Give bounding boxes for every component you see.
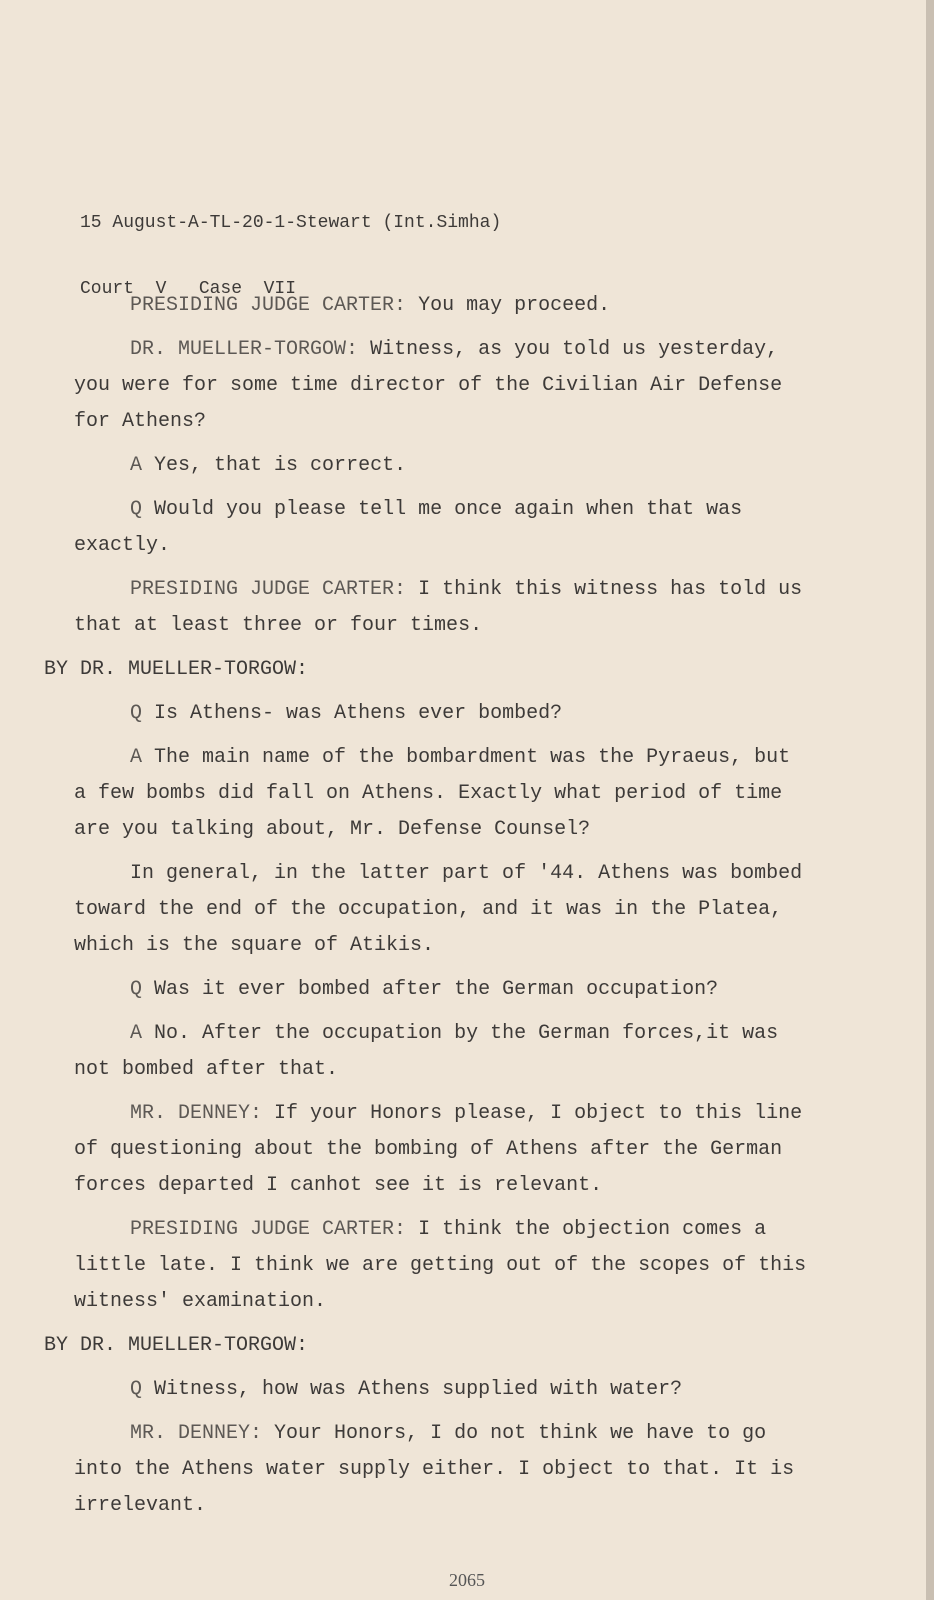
paragraph [0, 740, 934, 848]
speaker-label: MR. DENNEY: [130, 1422, 263, 1445]
speaker-label: A [130, 454, 143, 477]
header-line-2: Court V Case VII [80, 279, 297, 299]
paragraph-text: No. After the occupation by the German forces,it was not bombed after that. [74, 1022, 779, 1081]
speaker-label: PRESIDING JUDGE CARTER: [130, 294, 407, 317]
paragraph [0, 448, 934, 484]
paragraph-text: If your Honors please, I object to this line of questioning about the bombing of Athens after the German forces departed I canhot see it is relevant. [74, 1102, 803, 1197]
page-number: 2065 [449, 1570, 485, 1590]
paragraph-text: The main name of the bombardment was the Pyraeus, but a few bombs did fall on Athens. Exactly what period of time are you talking about, Mr. Defense Counsel? [74, 746, 791, 841]
speaker-label: Q [130, 498, 143, 521]
paragraph [0, 1372, 934, 1408]
paragraph-text: You may proceed. [418, 294, 611, 317]
paragraph [0, 856, 934, 964]
speaker-label: A [130, 1022, 143, 1045]
paragraph [0, 572, 934, 644]
paragraph [0, 1016, 934, 1088]
header-line-1: 15 August-A-TL-20-1-Stewart (Int.Simha) [80, 213, 502, 233]
speaker-label: Q [130, 702, 143, 725]
paragraph-text: BY DR. MUELLER-TORGOW: [44, 1334, 309, 1357]
paragraph-text: In general, in the latter part of '44. Athens was bombed toward the end of the occupation, and it was in the Platea, which is the square of Atikis. [74, 862, 803, 957]
paragraph [0, 696, 934, 732]
paragraph-text: I think this witness has told us that at least three or four times. [74, 578, 803, 637]
speaker-label: PRESIDING JUDGE CARTER: [130, 1218, 407, 1241]
paragraph [0, 972, 934, 1008]
paragraph-text: Is Athens- was Athens ever bombed? [154, 702, 563, 725]
paragraph-text: Yes, that is correct. [154, 454, 407, 477]
paragraph-text: Would you please tell me once again when that was exactly. [74, 498, 743, 557]
speaker-label: MR. DENNEY: [130, 1102, 263, 1125]
paragraph-text: BY DR. MUELLER-TORGOW: [44, 658, 309, 681]
paragraph [0, 332, 934, 440]
paragraph-text: Witness, how was Athens supplied with water? [154, 1378, 683, 1401]
paragraph-text: I think the objection comes a little late. I think we are getting out of the scopes of this witness' examination. [74, 1218, 807, 1313]
paragraph [0, 1212, 934, 1320]
paragraph [0, 1096, 934, 1204]
speaker-label: Q [130, 1378, 143, 1401]
paragraph-text: Was it ever bombed after the German occupation? [154, 978, 719, 1001]
paragraph-text: Your Honors, I do not think we have to go into the Athens water supply either. I object to that. It is irrelevant. [74, 1422, 795, 1517]
paragraph [0, 1416, 934, 1524]
transcript-body [0, 288, 934, 1532]
examination-heading [0, 1328, 934, 1364]
speaker-label: Q [130, 978, 143, 1001]
paragraph [0, 492, 934, 564]
speaker-label: DR. MUELLER-TORGOW: [130, 338, 359, 361]
paragraph [0, 288, 934, 324]
speaker-label: PRESIDING JUDGE CARTER: [130, 578, 407, 601]
paragraph-text: Witness, as you told us yesterday, you were for some time director of the Civilian Air Defense for Athens? [74, 338, 783, 433]
examination-heading [0, 652, 934, 688]
speaker-label: A [130, 746, 143, 769]
